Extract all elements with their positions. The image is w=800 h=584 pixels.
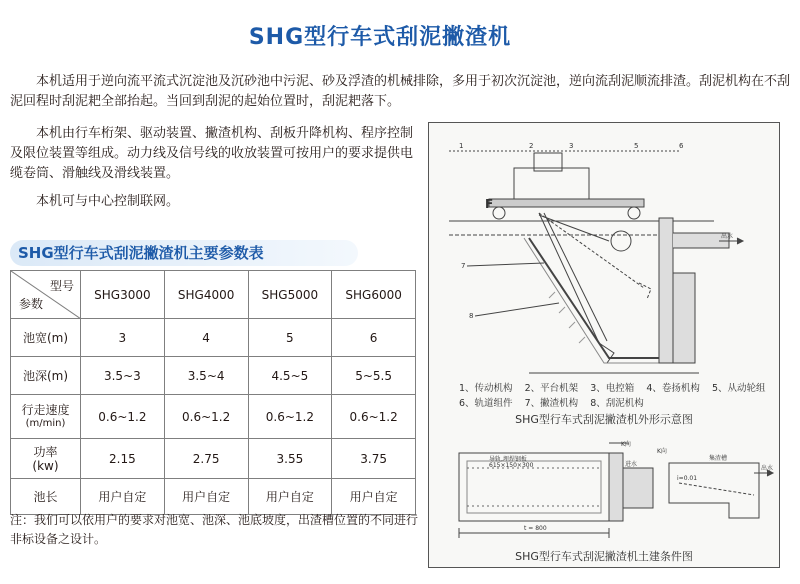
svg-text:8: 8 bbox=[469, 312, 474, 320]
table-cell: 3.55 bbox=[248, 439, 332, 479]
svg-text:7: 7 bbox=[461, 262, 466, 270]
table-cell: 4 bbox=[164, 319, 248, 357]
table-title: SHG型行车式刮泥撇渣机主要参数表 bbox=[10, 240, 358, 266]
table-cell: 0.6~1.2 bbox=[332, 395, 416, 439]
row-label: 池长 bbox=[11, 479, 81, 515]
model-header: SHG4000 bbox=[164, 271, 248, 319]
page-title: SHG型行车式刮泥撇渣机 bbox=[248, 25, 512, 50]
intro-paragraph: 本机适用于逆向流平流式沉淀池及沉砂池中污泥、砂及浮渣的机械排除，多用于初次沉淀池，逆向流刮泥顺流排渣。刮泥机构在不刮泥回程时刮泥耙全部抬起。当回到刮泥的起始位置时，刮泥耙落下。 bbox=[10, 74, 791, 109]
table-row bbox=[11, 357, 416, 395]
rail-plate-label: 导轨,埋焊钢板 bbox=[489, 456, 527, 463]
model-header: SHG5000 bbox=[248, 271, 332, 319]
table-cell: 5 bbox=[248, 319, 332, 357]
table-cell: 4.5~5 bbox=[248, 357, 332, 395]
model-header: SHG6000 bbox=[332, 271, 416, 319]
k-direction-label-2: K向 bbox=[657, 448, 667, 455]
parameter-table bbox=[10, 270, 416, 515]
svg-text:1: 1 bbox=[459, 142, 464, 150]
table-cell: 6 bbox=[332, 319, 416, 357]
table-row bbox=[11, 479, 416, 515]
table-cell: 3.5~3 bbox=[81, 357, 165, 395]
spacing-label: t = 800 bbox=[524, 525, 547, 532]
table-row bbox=[11, 439, 416, 479]
figure-legend: 1、传动机构 2、平台机架 3、电控箱 4、卷扬机构 5、从动轮组 6、轨道组件 7、撇渣机构 8、刮泥机构 bbox=[459, 383, 766, 409]
row-label: 池深(m) bbox=[11, 357, 81, 395]
svg-text:2: 2 bbox=[529, 142, 534, 150]
machine-drawing bbox=[429, 123, 781, 569]
row-label bbox=[11, 395, 81, 439]
table-cell: 5~5.5 bbox=[332, 357, 416, 395]
table-cell: 3.75 bbox=[332, 439, 416, 479]
rail-dimension-label: 615×150×300 bbox=[489, 462, 534, 469]
table-cell: 2.75 bbox=[164, 439, 248, 479]
header-model-label: 型号 bbox=[49, 279, 74, 293]
svg-text:3: 3 bbox=[569, 142, 574, 150]
table-cell: 3.5~4 bbox=[164, 357, 248, 395]
row-label-main: 行走速度 bbox=[21, 402, 70, 417]
header-diagonal-cell bbox=[11, 271, 81, 319]
table-cell: 0.6~1.2 bbox=[248, 395, 332, 439]
table-cell: 用户自定 bbox=[81, 479, 165, 515]
table-cell: 0.6~1.2 bbox=[164, 395, 248, 439]
row-label-unit: (kw) bbox=[32, 458, 59, 473]
table-cell: 3 bbox=[81, 319, 165, 357]
figure-caption-outline: SHG型行车式刮泥撇渣机外形示意图 bbox=[515, 413, 693, 426]
table-row bbox=[11, 319, 416, 357]
svg-text:6: 6 bbox=[679, 142, 684, 150]
design-note: 注：我们可以依用户的要求对池宽、池深、池底坡度，出渣槽位置的不同进行非标设备之设计。 bbox=[10, 513, 419, 546]
drawing-figure bbox=[428, 122, 780, 568]
table-cell: 2.15 bbox=[81, 439, 165, 479]
figure-caption-civil: SHG型行车式刮泥撇渣机土建条件图 bbox=[515, 550, 693, 563]
row-label-unit: (m/min) bbox=[25, 417, 66, 429]
table-cell: 用户自定 bbox=[164, 479, 248, 515]
network-paragraph: 本机可与中心控制联网。 bbox=[36, 194, 180, 209]
row-label: 池宽(m) bbox=[11, 319, 81, 357]
svg-text:F: F bbox=[485, 197, 494, 211]
k-direction-label: K向 bbox=[621, 441, 631, 448]
table-cell: 用户自定 bbox=[332, 479, 416, 515]
inflow-label: 进水 bbox=[625, 461, 638, 468]
composition-paragraph: 本机由行车桁架、驱动装置、撇渣机构、刮板升降机构、程序控制及限位装置等组成。动力线及信号线的收放装置可按用户的要求提供电缆卷筒、滑触线及滑线装置。 bbox=[10, 126, 414, 181]
outflow-label: 出水 bbox=[721, 233, 734, 240]
row-label bbox=[11, 439, 81, 479]
model-header: SHG3000 bbox=[81, 271, 165, 319]
header-param-label: 参数 bbox=[19, 297, 44, 311]
table-cell: 用户自定 bbox=[248, 479, 332, 515]
table-row bbox=[11, 395, 416, 439]
slope-label: i=0.01 bbox=[677, 475, 698, 482]
outflow-label-2: 出水 bbox=[761, 465, 774, 472]
row-label-main: 功率 bbox=[33, 444, 58, 459]
slag-channel-label: 集渣槽 bbox=[709, 455, 728, 462]
svg-text:5: 5 bbox=[634, 142, 639, 150]
table-cell: 0.6~1.2 bbox=[81, 395, 165, 439]
